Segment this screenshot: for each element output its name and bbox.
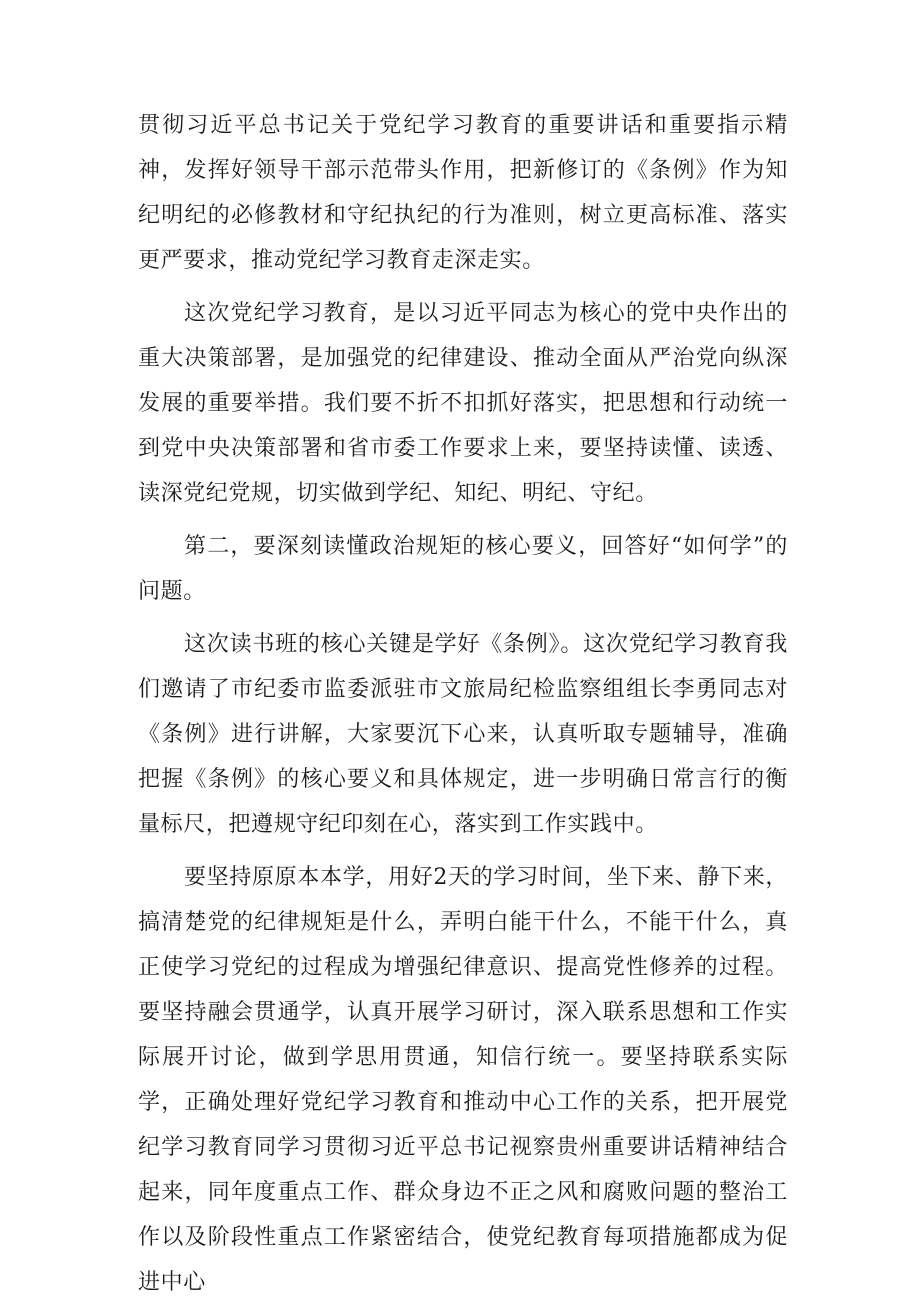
paragraph-section-heading-second: 第二，要深刻读懂政治规矩的核心要义，回答好“如何学”的问题。 [138, 534, 788, 604]
paragraph-reading-class: 这次读书班的核心关键是学好《条例》。这次党纪学习教育我们邀请了市纪委市监委派驻市文旅局纪检监察组组长李勇同志对《条例》进行讲解，大家要沉下心来，认真听取专题辅导，准确把握《条例》的核心要义和具体规定，进一步明确日常言行的衡量标尺，把遵规守纪印刻在心，落实到工作实践中。 [138, 632, 788, 837]
paragraph-decision-deployment: 这次党纪学习教育，是以习近平同志为核心的党中央作出的重大决策部署，是加强党的纪律建设、推动全面从严治党向纵深发展的重要举措。我们要不折不扣抓好落实，把思想和行动统一到党中央决策部署和省市委工作要求上来，要坚持读懂、读透、读深党纪党规，切实做到学纪、知纪、明纪、守纪。 [138, 301, 788, 506]
paragraph-study-methods: 要坚持原原本本学，用好2天的学习时间，坐下来、静下来，搞清楚党的纪律规矩是什么，弄明白能干什么，不能干什么，真正使学习党纪的过程成为增强纪律意识、提高党性修养的过程。要坚持融会贯通学，认真开展学习研讨，深入联系思想和工作实际展开讨论，做到学思用贯通，知信行统一。要坚持联系实际学，正确处理好党纪学习教育和推动中心工作的关系，把开展党纪学习教育同学习贯彻习近平总书记视察贵州重要讲话精神结合起来，同年度重点工作、群众身边不正之风和腐败问题的整治工作以及阶段性重点工作紧密结合，使党纪教育每项措施都成为促进中心 [138, 865, 788, 1295]
paragraph-continuation: 贯彻习近平总书记关于党纪学习教育的重要讲话和重要指示精神，发挥好领导干部示范带头作用，把新修订的《条例》作为知纪明纪的必修教材和守纪执纪的行为准则，树立更高标准、落实更严要求，推动党纪学习教育走深走实。 [138, 113, 788, 273]
document-body [138, 103, 788, 1305]
